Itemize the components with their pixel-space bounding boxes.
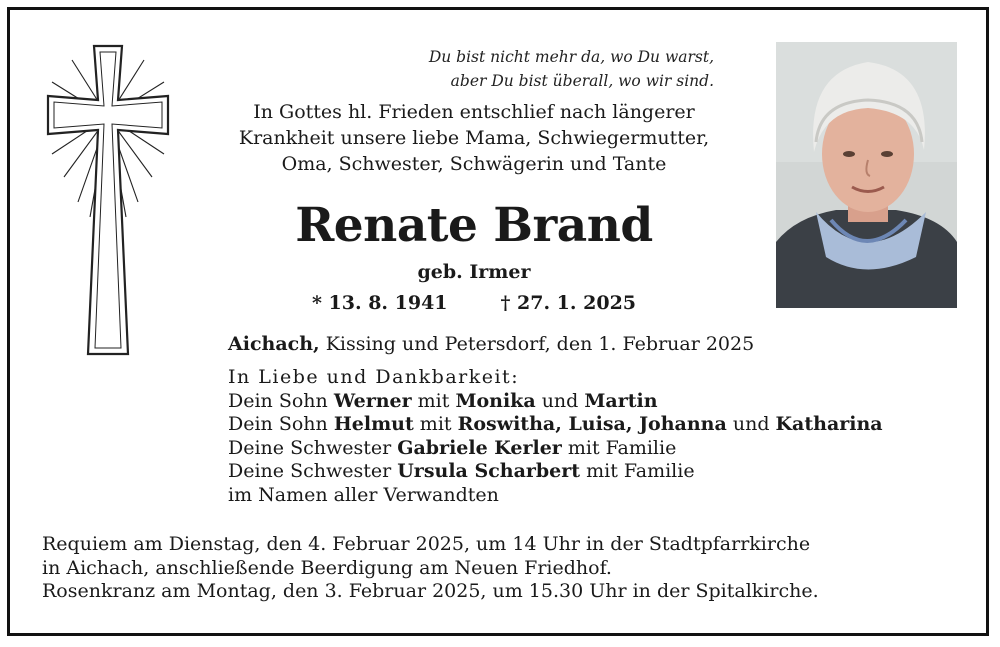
death-date: † 27. 1. 2025 [500,292,637,314]
intro-line: Oma, Schwester, Schwägerin und Tante [281,153,667,175]
mourner-relation: Dein Sohn [228,389,334,412]
mourner-line [228,390,883,414]
mourner-name: Monika [455,389,536,412]
mourner-connector: mit Familie [580,460,695,482]
service-line: Rosenkranz am Montag, den 3. Februar 2025, um 15.30 Uhr in der Spitalkirche. [42,580,819,602]
place-and-date [228,331,754,357]
life-dates [300,290,648,316]
mourner-relation: Deine Schwester [228,460,398,482]
service-info [42,533,819,604]
mourner-connector: und [726,413,776,435]
quote-line: aber Du bist überall, wo wir sind. [450,72,714,90]
mourner-name: Helmut [333,413,414,435]
mourner-connector: und [535,389,585,412]
deceased-name: Renate Brand [295,198,653,253]
mourner-line [228,460,883,484]
intro-line: In Gottes hl. Frieden entschlief nach längerer [253,101,695,123]
mourner-relation: Dein Sohn [228,413,334,435]
mourner-relation: Deine Schwester [228,436,398,459]
mourner-connector: mit [413,413,458,435]
service-line: in Aichach, anschließende Beerdigung am Neuen Friedhof. [42,556,612,579]
place-rest: Kissing und Petersdorf, den 1. Februar 2025 [319,333,755,355]
mourner-connector: mit [411,389,456,412]
mourner-name: Werner [333,389,412,412]
mourner-line [228,437,883,461]
service-line: Requiem am Dienstag, den 4. Februar 2025, um 14 Uhr in der Stadtpfarrkirche [42,533,811,555]
maiden-name: geb. Irmer [417,261,531,283]
mourner-name: Gabriele Kerler [397,436,562,459]
mourners-list [228,366,883,507]
mourner-connector: mit Familie [561,436,677,459]
memorial-quote [300,45,714,93]
mourner-line [228,413,883,437]
quote-line: Du bist nicht mehr da, wo Du warst, [428,48,714,66]
mourner-name: Roswitha, Luisa, Johanna [457,413,727,435]
intro-text [200,99,748,177]
place-city: Aichach, [228,333,320,355]
birth-date: * 13. 8. 1941 [311,292,448,314]
portrait-photo [776,42,957,308]
mourner-name: Martin [584,389,658,412]
cross-icon [42,42,174,360]
mourner-name: Katharina [775,413,883,435]
intro-line: Krankheit unsere liebe Mama, Schwiegermutter, [238,127,710,149]
mourner-name: Ursula Scharbert [397,460,581,482]
mourners-opener: In Liebe und Dankbarkeit: [228,366,520,388]
mourner-line: im Namen aller Verwandten [228,483,499,506]
